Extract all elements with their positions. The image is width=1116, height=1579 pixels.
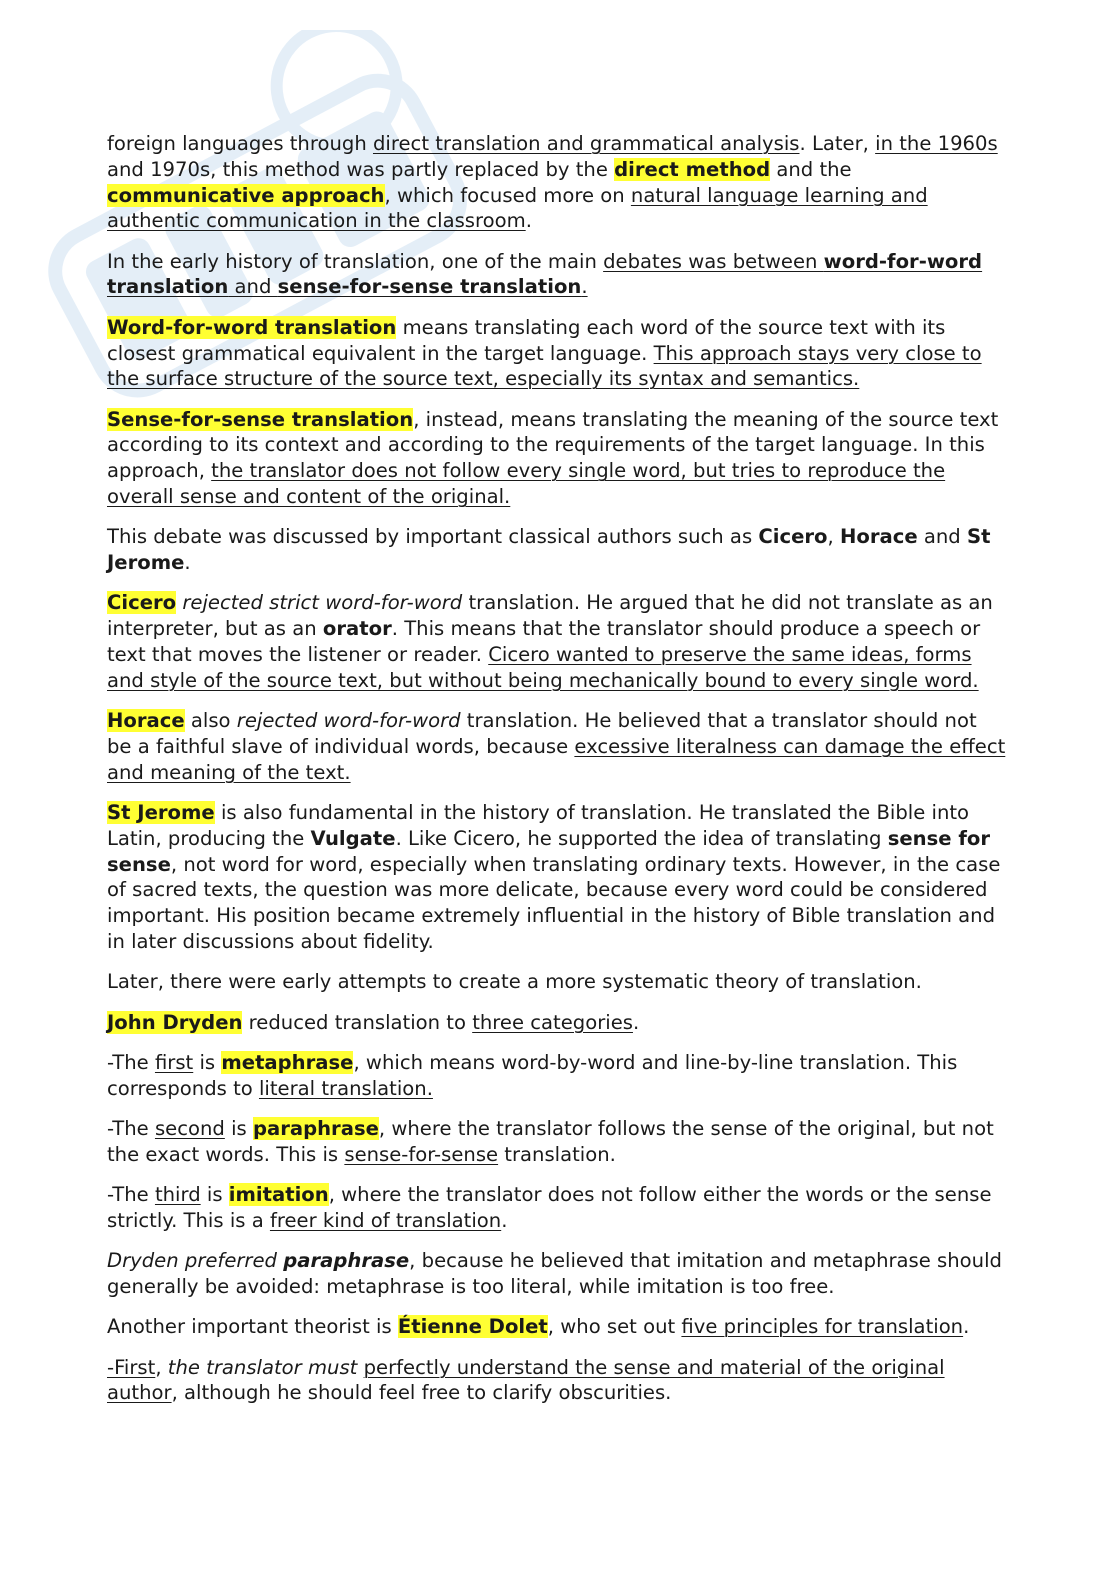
underlined-text: third bbox=[154, 1183, 201, 1207]
text-run: , which focused more on bbox=[384, 183, 631, 207]
text-run: translation. bbox=[498, 1142, 616, 1166]
underlined-text: Cicero wanted to preserve the same ideas, forms and style of the source text, but without being mechanically bound to every single word. bbox=[107, 643, 979, 692]
text-run: and 1970s, this method was partly replaced by the bbox=[107, 157, 615, 181]
text-run: -The bbox=[107, 1117, 155, 1140]
highlighted-term: Sense-for-sense translation bbox=[107, 407, 414, 431]
text-run: , who set out bbox=[547, 1315, 682, 1339]
underlined-text: direct translation and grammatical analysis bbox=[372, 132, 800, 155]
paragraph bbox=[107, 315, 1007, 392]
text-run: is also fundamental in the history of translation. He translated the Bible into Latin, producing the bbox=[107, 801, 970, 850]
highlighted-term: imitation bbox=[228, 1183, 329, 1207]
paragraph bbox=[107, 1355, 1007, 1407]
text-run: This debate was discussed by important classical authors such as bbox=[107, 525, 759, 549]
underlined-text: sense-for-sense translation bbox=[277, 275, 582, 299]
underlined-text: second bbox=[154, 1117, 225, 1140]
highlighted-term: paraphrase bbox=[252, 1117, 379, 1140]
text-run: reduced translation to bbox=[242, 1010, 473, 1034]
text-run: , where the translator does not follow either the words or the sense strictly. This is a bbox=[107, 1183, 992, 1232]
text-run: . Later, bbox=[799, 132, 876, 155]
paragraph bbox=[107, 407, 1007, 510]
text-run: and the bbox=[770, 157, 852, 181]
document-page bbox=[107, 131, 1007, 1421]
text-run: foreign languages through bbox=[107, 132, 373, 155]
text-run: Horace bbox=[839, 525, 918, 549]
underlined-text: five principles for translation bbox=[681, 1315, 964, 1339]
highlighted-term: John Dryden bbox=[107, 1010, 243, 1034]
underlined-text: three categories bbox=[472, 1010, 633, 1034]
underlined-text: natural language learning and authentic communication in the classroom bbox=[107, 183, 928, 233]
highlighted-term: Cicero bbox=[107, 591, 177, 615]
text-run: . bbox=[525, 209, 532, 233]
text-run: Vulgate bbox=[310, 826, 396, 850]
text-run: . bbox=[963, 1315, 970, 1339]
highlighted-term: Étienne Dolet bbox=[397, 1315, 548, 1339]
highlighted-term: direct method bbox=[614, 157, 771, 181]
paragraph bbox=[107, 1050, 1007, 1102]
paragraph bbox=[107, 524, 1007, 576]
text-run: is bbox=[193, 1050, 222, 1074]
underlined-text: and bbox=[228, 275, 278, 299]
text-run: the translator must bbox=[167, 1355, 358, 1379]
paragraph bbox=[107, 1010, 1007, 1036]
underlined-text: debates was between bbox=[603, 249, 824, 273]
text-run: is bbox=[224, 1117, 253, 1140]
paragraph bbox=[107, 1182, 1007, 1234]
text-run: , bbox=[155, 1355, 168, 1379]
text-run: Cicero bbox=[758, 525, 828, 549]
underlined-text: perfectly understand the sense and material of the original author bbox=[107, 1355, 945, 1405]
paragraph bbox=[107, 1116, 1007, 1168]
text-run: In the early history of translation, one of the main bbox=[107, 249, 604, 273]
paragraph bbox=[107, 590, 1007, 693]
highlighted-term: Word-for-word translation bbox=[107, 315, 397, 339]
text-run: means translating each word of the source text with its closest grammatical equivalent in the target language. bbox=[107, 315, 946, 365]
paragraph bbox=[107, 800, 1007, 955]
text-run: , not word for word, especially when translating ordinary texts. However, in the case of sacred texts, the question was more delicate, because every word could be considered important. His position became extremely influential in the history of Bible translation and in later discussions about fidelity. bbox=[107, 852, 1001, 954]
text-run: paraphrase bbox=[283, 1249, 410, 1273]
underlined-text: This approach stays very close to the surface structure of the source text, especially its syntax and semantics. bbox=[107, 341, 982, 391]
text-run: Later, there were early attempts to create a more systematic theory of translation. bbox=[107, 970, 922, 994]
text-run: . Like Cicero, he supported the idea of translating bbox=[395, 826, 888, 850]
text-run: , because he believed that imitation and metaphrase should generally be avoided: metaphrase is too literal, while imitation is too free. bbox=[107, 1249, 1002, 1298]
highlighted-term: metaphrase bbox=[221, 1050, 354, 1074]
text-run: rejected word-for-word bbox=[236, 709, 461, 733]
text-run: -The bbox=[107, 1050, 155, 1074]
text-run: translation. He argued that he did not translate as an interpreter, but as an bbox=[107, 591, 993, 641]
text-run: is bbox=[200, 1183, 229, 1207]
text-run: orator bbox=[322, 617, 392, 641]
underlined-text: excessive literalness can damage the effect and meaning of the text. bbox=[107, 734, 1006, 784]
text-run: , although he should feel free to clarify obscurities. bbox=[171, 1381, 672, 1405]
underlined-text: first bbox=[154, 1050, 194, 1074]
highlighted-term: Horace bbox=[107, 709, 185, 733]
text-run: , which means word-by-word and line-by-line translation. This corresponds to bbox=[107, 1050, 958, 1100]
paragraph bbox=[107, 969, 1007, 995]
underlined-text: freer kind of translation bbox=[269, 1208, 502, 1232]
text-run: . bbox=[184, 551, 191, 575]
underlined-text: literal translation. bbox=[258, 1076, 433, 1100]
text-run: translation. He believed that a translator should not be a faithful slave of individual words, because bbox=[107, 709, 977, 758]
underlined-text: . bbox=[581, 275, 588, 299]
underlined-text: in the 1960s bbox=[875, 132, 998, 155]
underlined-text: the translator does not follow every single word, but tries to reproduce the overall sense and content of the original. bbox=[107, 459, 946, 509]
paragraph bbox=[107, 708, 1007, 785]
paragraph bbox=[107, 1248, 1007, 1300]
text-run: Dryden preferred bbox=[107, 1249, 284, 1273]
text-run: , bbox=[827, 525, 840, 549]
paragraph bbox=[107, 249, 1007, 301]
highlighted-term: communicative approach bbox=[107, 183, 385, 207]
text-run: . bbox=[501, 1208, 508, 1232]
underlined-text: sense-for-sense bbox=[344, 1142, 499, 1166]
text-run: . This means that the translator should produce a speech or text that moves the listener or reader. bbox=[107, 617, 981, 667]
paragraph bbox=[107, 1314, 1007, 1340]
underlined-text: word-for-word translation bbox=[107, 249, 983, 299]
text-run: also bbox=[184, 709, 237, 733]
text-run: rejected strict word-for-word bbox=[182, 591, 463, 615]
underlined-text: -First bbox=[107, 1355, 156, 1379]
text-run: . bbox=[632, 1010, 640, 1034]
text-run: Another important theorist is bbox=[107, 1315, 398, 1339]
highlighted-term: St Jerome bbox=[107, 801, 215, 825]
text-run: , instead, means translating the meaning of the source text according to its context and according to the requirements of the target language. In this approach, bbox=[107, 407, 999, 483]
text-run: and bbox=[917, 525, 967, 549]
text-run: sense for sense bbox=[107, 826, 991, 876]
text-run: -The bbox=[107, 1183, 155, 1207]
paragraph bbox=[107, 131, 1007, 234]
text-run: St Jerome bbox=[107, 525, 991, 575]
text-run: , where the translator follows the sense of the original, but not the exact words. This is bbox=[107, 1117, 994, 1166]
